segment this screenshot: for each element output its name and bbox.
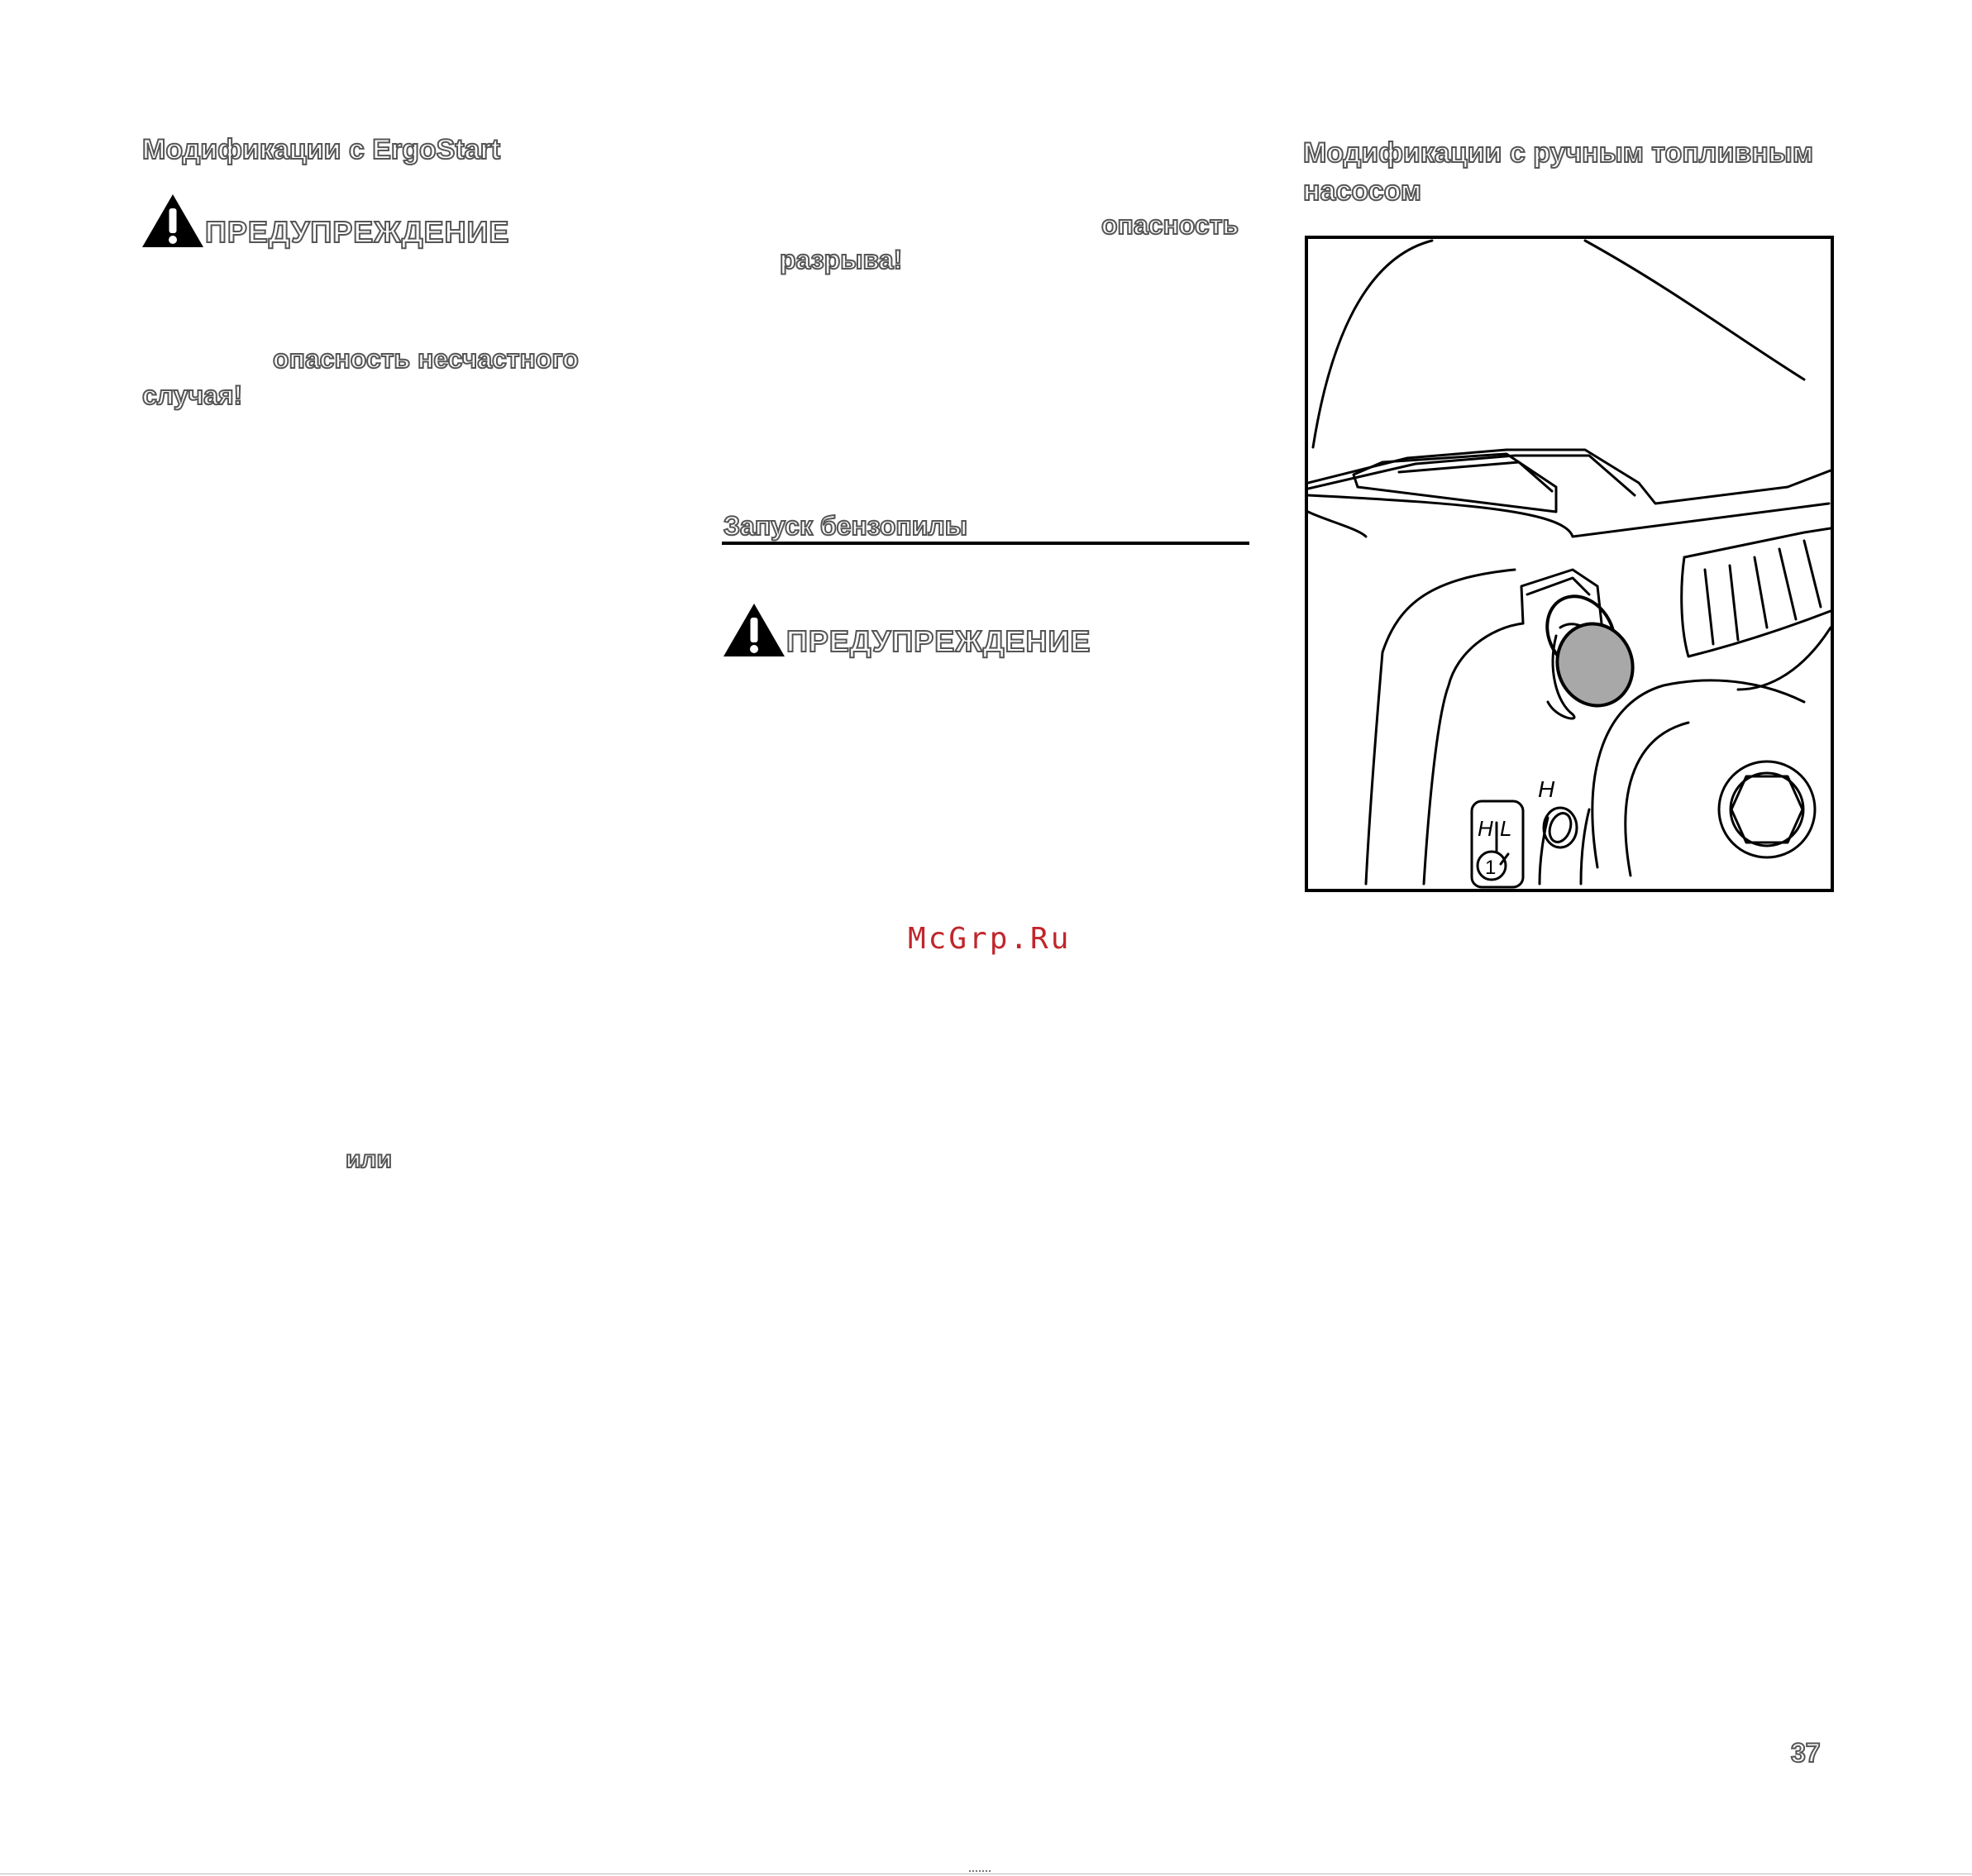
page-number: 37 <box>1791 1738 1821 1768</box>
fuel-pump-figure <box>1305 236 1834 892</box>
fig-label-h-top: H <box>1538 776 1555 802</box>
section-rule <box>722 542 1249 545</box>
warning-label: ПРЕДУПРЕЖДЕНИЕ <box>786 624 1091 658</box>
watermark: McGrp.Ru <box>908 922 1072 956</box>
chainsaw-illustration <box>1308 239 1831 889</box>
center-crop-mark <box>969 1870 991 1874</box>
fig-label-h: H <box>1478 816 1493 841</box>
heading-line1: Модификации с ручным топливным <box>1303 137 1813 169</box>
heading-start-chainsaw: Запуск бензопилы <box>723 511 968 541</box>
warning-label: ПРЕДУПРЕЖДЕНИЕ <box>205 215 510 249</box>
warning-triangle-icon <box>722 601 786 659</box>
primer-pump-button <box>1534 584 1644 716</box>
heading-manual-fuel-pump <box>1303 134 1813 210</box>
heading-ergostart: Модификации с ErgoStart <box>142 134 501 165</box>
danger-text-rupture-line2: разрыва! <box>780 245 903 274</box>
warning-block-middle <box>722 601 1091 659</box>
fig-label-l: L <box>1500 816 1512 841</box>
hex-bolt <box>1731 776 1802 843</box>
handle-curve <box>1313 241 1432 447</box>
vent-slots <box>1684 528 1831 557</box>
danger-text-rupture-line1: опасность <box>1101 210 1239 240</box>
or-text: или <box>346 1146 392 1173</box>
danger-text-accident-line2: случая! <box>142 380 243 410</box>
fig-label-1: 1 <box>1485 857 1497 879</box>
heading-line2: насосом <box>1303 175 1422 207</box>
warning-triangle-icon <box>141 192 205 250</box>
housing-edge <box>1382 570 1515 652</box>
warning-block-left <box>141 192 509 250</box>
danger-text-accident-line1: опасность несчастного <box>273 344 579 374</box>
handle-curve <box>1585 241 1804 379</box>
cover-plate <box>1308 450 1831 504</box>
